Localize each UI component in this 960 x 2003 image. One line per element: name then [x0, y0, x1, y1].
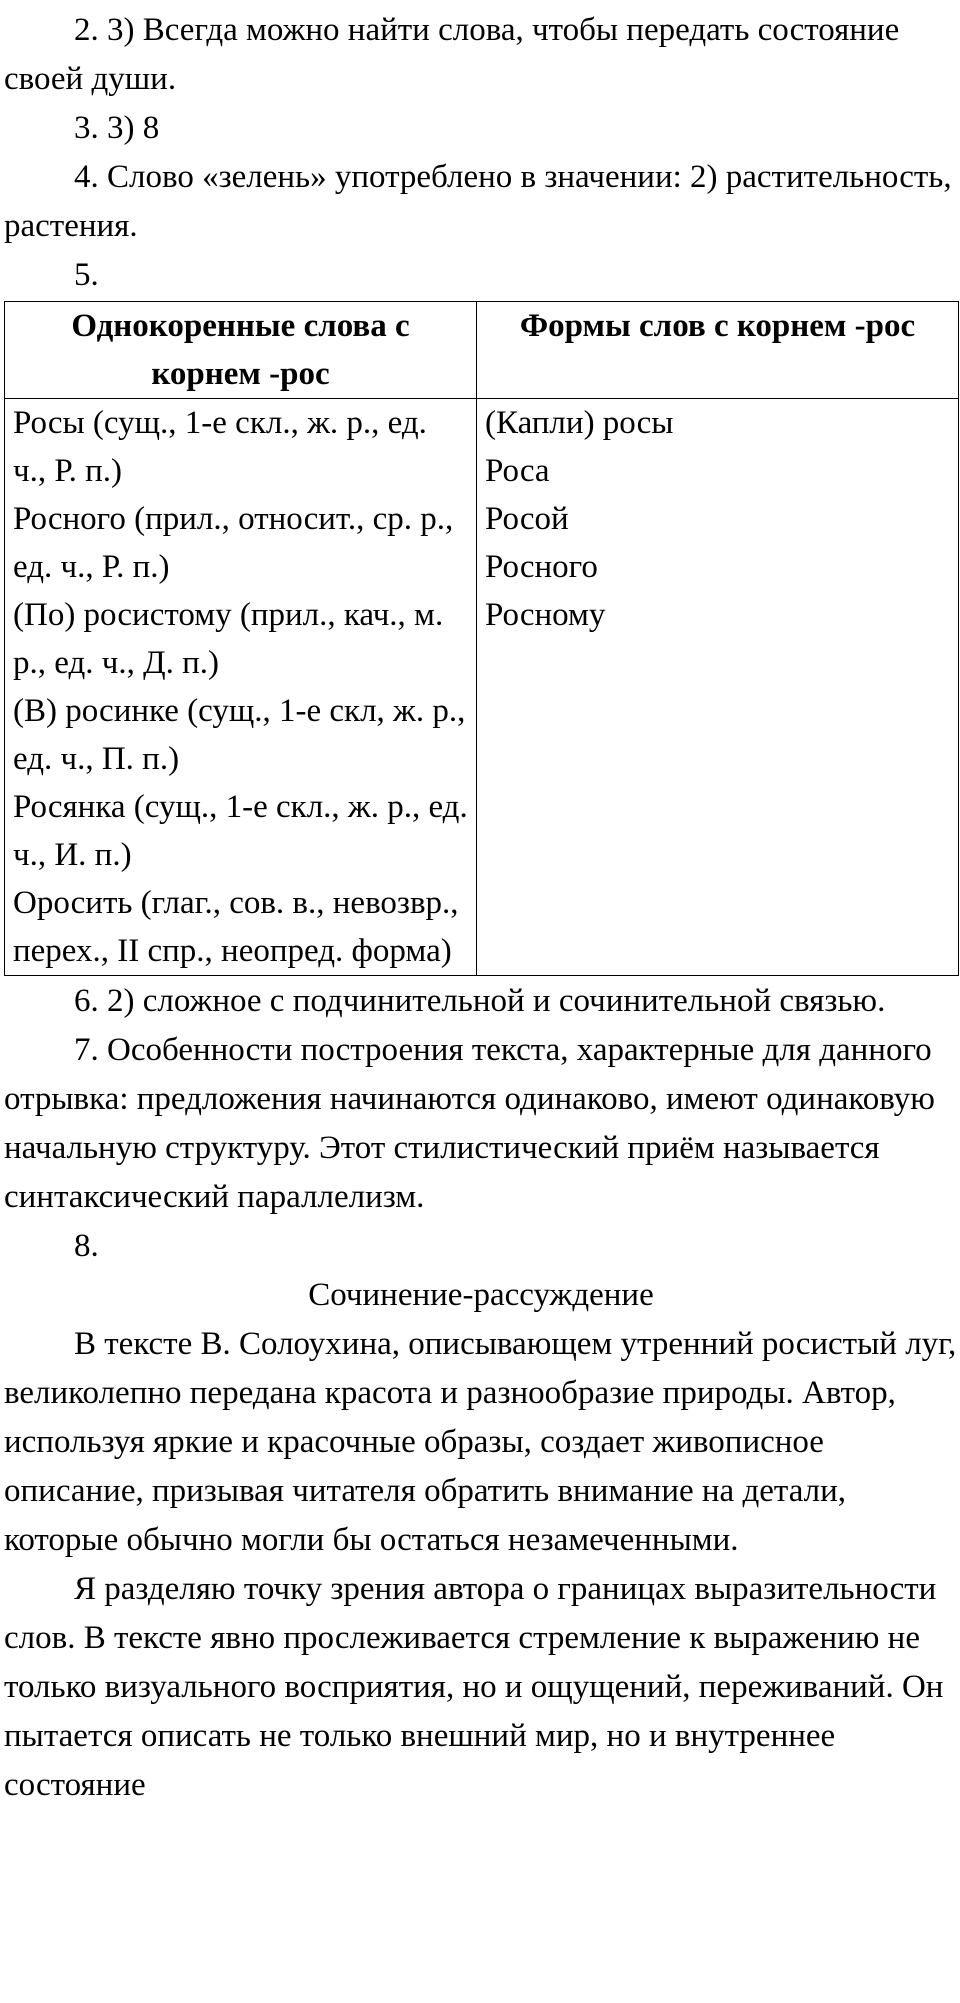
answer-3: 3. 3) 8 [74, 110, 160, 146]
answer-7: 7. Особенности построения текста, характерные для данного отрывка: предложения начинаются одинаково, имеют одинаковую начальную структуру. Этот стилистический приём называется синтаксический параллелизм. [4, 1032, 935, 1215]
essay-title: Сочинение-рассуждение [308, 1277, 654, 1313]
essay-paragraph: Я разделяю точку зрения автора о границах выразительности слов. В тексте явно прослеживается стремление к выражению не только визуального восприятия, но и ощущений, переживаний. Он пытается описать не только внешний мир, но и внутреннее состояние [4, 1571, 944, 1803]
table-cell-item: Росного [485, 549, 598, 585]
answer-6: 6. 2) сложное с подчинительной и сочинительной связью. [74, 983, 886, 1019]
table-cell-item: Росянка (сущ., 1-е скл., ж. р., ед. ч., И. п.) [13, 789, 468, 873]
answer-2: 2. 3) Всегда можно найти слова, чтобы передать состояние своей души. [4, 12, 900, 97]
table-cell-item: Росному [485, 597, 606, 633]
table-cell-item: Росного (прил., относит., ср. р., ед. ч., Р. п.) [13, 501, 454, 585]
header-word-forms: Формы слов с корнем -рос [477, 302, 959, 399]
answer-8-label: 8. [74, 1228, 99, 1264]
table-cell-item: Оросить (глаг., сов. в., невозвр., перех., II спр., неопред. форма) [13, 885, 459, 969]
table-cell-item: Росы (сущ., 1-е скл., ж. р., ед. ч., Р. п.) [13, 405, 427, 489]
word-forms-cell [477, 399, 959, 976]
table-cell-item: (По) росистому (прил., кач., м. р., ед. ч., Д. п.) [13, 597, 444, 681]
cognate-words-cell [5, 399, 477, 976]
root-words-table [4, 301, 959, 976]
answer-5-label: 5. [74, 257, 99, 293]
table-cell-item: (Капли) росы [485, 405, 674, 441]
table-cell-item: Росой [485, 501, 569, 537]
table-header-row [5, 302, 959, 399]
essay-paragraph: В тексте В. Солоухина, описывающем утренний росистый луг, великолепно передана красота и разнообразие природы. Автор, используя яркие и красочные образы, создает живописное описание, призывая читателя обратить внимание на детали, которые обычно могли бы остаться незамеченными. [4, 1326, 957, 1558]
table-cell-item: Роса [485, 453, 550, 489]
header-cognate-words: Однокоренные слова с корнем -рос [5, 302, 477, 399]
table-row [5, 399, 959, 976]
answer-4: 4. Слово «зелень» употреблено в значении: 2) растительность, растения. [4, 159, 952, 244]
table-cell-item: (В) росинке (сущ., 1-е скл, ж. р., ед. ч., П. п.) [13, 693, 466, 777]
